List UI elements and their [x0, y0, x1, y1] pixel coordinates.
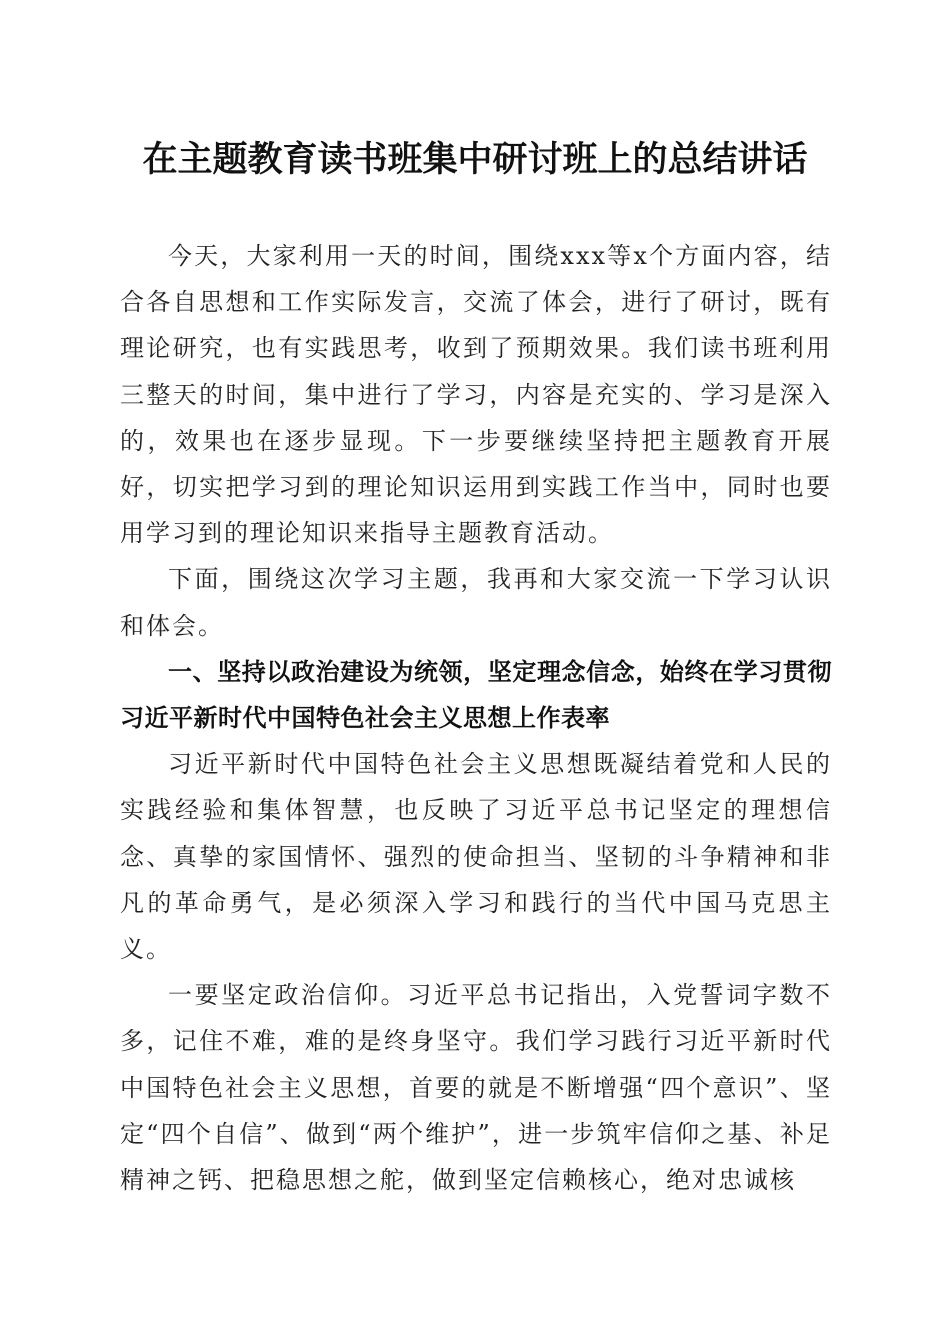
section-paragraph: 一要坚定政治信仰。习近平总书记指出，入党誓词字数不多，记住不难，难的是终身坚守。我们学习践行习近平新时代中国特色社会主义思想，首要的就是不断增强“四个意识”、坚定“四个自信”、做到“两个维护”，进一步筑牢信仰之基、补足精神之钙、把稳思想之舵，做到坚定信赖核心，绝对忠诚核: [120, 981, 832, 1195]
intro-paragraph: 今天，大家利用一天的时间，围绕xxx等x个方面内容，结合各自思想和工作实际发言，交流了体会，进行了研讨，既有理论研究，也有实践思考，收到了预期效果。我们读书班利用三整天的时间，集中进行了学习，内容是充实的、学习是深入的，效果也在逐步显现。下一步要继续坚持把主题教育开展好，切实把学习到的理论知识运用到实践工作当中，同时也要用学习到的理论知识来指导主题教育活动。: [120, 242, 832, 548]
section-paragraph: 习近平新时代中国特色社会主义思想既凝结着党和人民的实践经验和集体智慧，也反映了习近平总书记坚定的理想信念、真挚的家国情怀、强烈的使命担当、坚韧的斗争精神和非凡的革命勇气，是必须深入学习和践行的当代中国马克思主义。: [120, 750, 832, 964]
document-title: 在主题教育读书班集中研讨班上的总结讲话: [142, 139, 808, 180]
transition-paragraph: 下面，围绕这次学习主题，我再和大家交流一下学习认识和体会。: [120, 565, 832, 640]
document-body: [120, 233, 832, 1203]
section-heading: 一、坚持以政治建设为统领，坚定理念信念，始终在学习贯彻习近平新时代中国特色社会主义思想上作表率: [120, 657, 832, 733]
